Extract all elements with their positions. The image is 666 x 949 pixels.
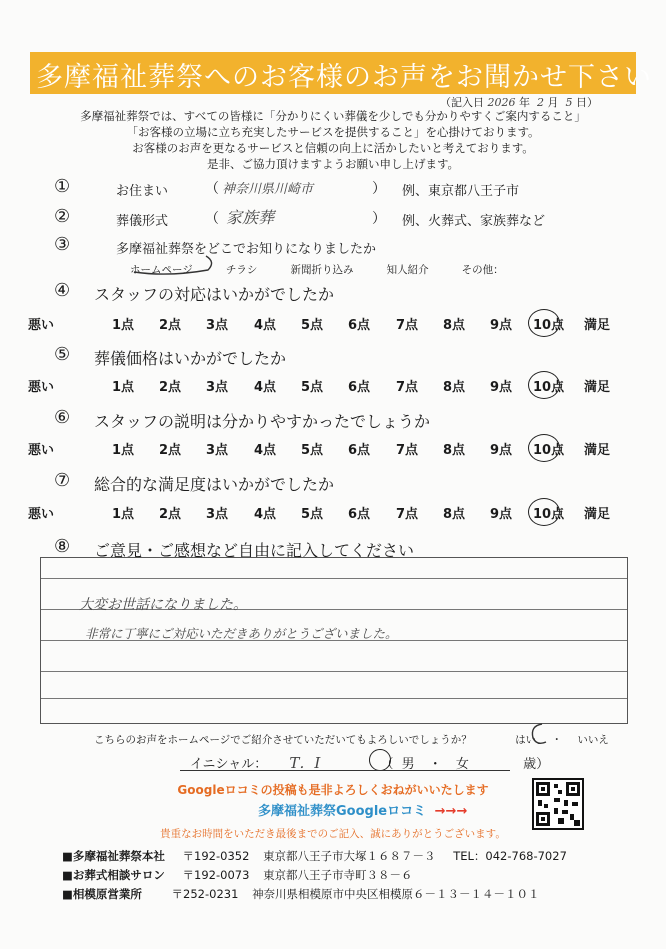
score-2[interactable]: 2点: [159, 443, 182, 458]
consent-no: いいえ: [577, 734, 609, 746]
entry-date: （記入日 2026 年 2 月 5 日）: [440, 96, 598, 109]
score-6[interactable]: 6点: [348, 318, 371, 333]
score-2[interactable]: 2点: [159, 380, 182, 395]
address-row: ■お葬式相談サロン 〒192-0073 東京都八王子市寺町３８－６: [62, 868, 413, 882]
intro-line: お客様のお声を更なるサービスと信頼の向上に活かしたいと考えております。: [132, 141, 534, 155]
score-7[interactable]: 7点: [396, 318, 419, 333]
score-8[interactable]: 8点: [443, 380, 466, 395]
score-7[interactable]: 7点: [396, 380, 419, 395]
score-6[interactable]: 6点: [348, 443, 371, 458]
scale-low-label: 悪い: [28, 380, 55, 395]
score-8[interactable]: 8点: [443, 443, 466, 458]
q1-answer: 神奈川県川崎市: [222, 182, 314, 197]
q1-label: お住まい: [116, 184, 169, 199]
arrow-right-icon: →→→: [434, 804, 468, 819]
score-10[interactable]: 10点: [533, 318, 565, 333]
gender-male: 男: [401, 757, 415, 772]
score-4[interactable]: 4点: [254, 318, 277, 333]
qr-code-icon[interactable]: [532, 778, 584, 830]
score-5[interactable]: 5点: [301, 318, 324, 333]
score-1[interactable]: 1点: [112, 318, 135, 333]
q3-selection-mark: [128, 252, 218, 276]
scale-high-label: 満足: [584, 318, 611, 333]
score-3[interactable]: 3点: [206, 380, 229, 395]
q3-option-other: その他：: [461, 264, 504, 276]
score-1[interactable]: 1点: [112, 380, 135, 395]
score-1[interactable]: 1点: [112, 443, 135, 458]
rating-question-title: 総合的な満足度はいかがでしたか: [94, 475, 335, 494]
q2-example: 例、火葬式、家族葬など: [402, 214, 546, 229]
office-name: 相模原営業所: [72, 887, 142, 901]
q8-number: ⑧: [54, 536, 71, 557]
gender-male-mark: [369, 749, 391, 771]
q2-answer: 家族葬: [226, 208, 275, 227]
gender-female: 女: [455, 757, 469, 772]
rating-question-title: 葬儀価格はいかがでしたか: [94, 349, 287, 368]
q3-option-flyer: チラシ: [225, 264, 258, 276]
score-7[interactable]: 7点: [396, 443, 419, 458]
thank-you-message: 貴重なお時間をいただき最後までのご記入、誠にありがとうございます。: [160, 828, 506, 840]
phone-number: TEL：042-768-7027: [453, 849, 567, 863]
selected-score-mark: [528, 434, 560, 462]
date-month: 2: [537, 96, 544, 109]
comment-box: [40, 557, 628, 724]
consent-yes: はい: [515, 734, 537, 746]
score-3[interactable]: 3点: [206, 443, 229, 458]
page-title: 多摩福祉葬祭へのお客様のお声をお聞かせ下さい: [36, 62, 652, 93]
intro-line: 是非、ご協力頂けますようお願い申し上げます。: [206, 157, 460, 171]
rating-question-title: スタッフの対応はいかがでしたか: [94, 285, 335, 304]
score-4[interactable]: 4点: [254, 443, 277, 458]
rating-scale: [28, 503, 628, 527]
selected-score-mark: [528, 498, 560, 526]
scale-high-label: 満足: [584, 380, 611, 395]
score-2[interactable]: 2点: [159, 507, 182, 522]
selected-score-mark: [528, 371, 560, 399]
score-10[interactable]: 10点: [533, 380, 565, 395]
q1-number: ①: [54, 176, 71, 197]
scale-low-label: 悪い: [28, 443, 55, 458]
score-3[interactable]: 3点: [206, 507, 229, 522]
date-year: 2026: [487, 96, 516, 109]
score-8[interactable]: 8点: [443, 507, 466, 522]
score-10[interactable]: 10点: [533, 507, 565, 522]
score-7[interactable]: 7点: [396, 507, 419, 522]
scale-high-label: 満足: [584, 507, 611, 522]
date-day: 5: [565, 96, 573, 109]
q3-option-referral: 知人紹介: [386, 264, 429, 276]
q3-label: 多摩福祉葬祭をどこでお知りになりましたか: [116, 242, 377, 257]
initial-underline: [180, 770, 510, 771]
q8-title: ご意見・ご感想など自由に記入してください: [94, 541, 415, 560]
comment-line: 大変お世話になりました。: [79, 597, 247, 613]
office-name: 多摩福祉葬祭本社: [72, 849, 165, 863]
rating-scale: [28, 439, 628, 463]
score-5[interactable]: 5点: [301, 443, 324, 458]
intro-line: 多摩福祉葬祭では、すべての皆様に「分かりにくい葬儀を少しでも分かりやすくご案内すること」: [80, 109, 586, 123]
intro-line: 「お客様の立場に立ち充実したサービスを提供すること」を心掛けております。: [126, 125, 540, 139]
google-review-request: Googleロコミの投稿も是非よろしくおねがいいたします: [177, 783, 489, 797]
scale-low-label: 悪い: [28, 318, 55, 333]
score-3[interactable]: 3点: [206, 318, 229, 333]
score-6[interactable]: 6点: [348, 507, 371, 522]
q3-option-homepage: ホームページ: [130, 264, 193, 276]
initial-row: イニシャル： T．I （ 男 ・ 女 歳）: [190, 754, 550, 772]
comment-line: 非常に丁寧にご対応いただきありがとうございました。: [85, 626, 398, 641]
google-review-link[interactable]: 多摩福祉葬祭Googleロコミ →→→: [258, 804, 468, 819]
office-name: お葬式相談サロン: [72, 868, 165, 882]
initial-value: T．I: [289, 754, 321, 772]
q2-label: 葬儀形式: [116, 214, 169, 229]
score-10[interactable]: 10点: [533, 443, 565, 458]
consent-question: こちらのお声をホームページでご紹介させていただいてもよろしいでしょうか？ はい ・ いいえ: [94, 734, 609, 746]
score-2[interactable]: 2点: [159, 318, 182, 333]
selected-score-mark: [528, 309, 560, 337]
score-9[interactable]: 9点: [490, 507, 513, 522]
address-row: ■相模原営業所 〒252-0231 神奈川県相模原市中央区相模原６－１３－１４－１０１: [62, 887, 540, 901]
score-9[interactable]: 9点: [490, 318, 513, 333]
consent-yes-mark: [528, 722, 554, 748]
address-row: ■多摩福祉葬祭本社 〒192-0352 東京都八王子市大塚１６８７－３ TEL：042-768-7027: [62, 849, 567, 863]
scale-low-label: 悪い: [28, 507, 55, 522]
score-4[interactable]: 4点: [254, 507, 277, 522]
score-1[interactable]: 1点: [112, 507, 135, 522]
score-8[interactable]: 8点: [443, 318, 466, 333]
q2-number: ②: [54, 206, 71, 227]
rating-scale: [28, 376, 628, 400]
q1-example: 例、東京都八王子市: [402, 184, 520, 199]
score-9[interactable]: 9点: [490, 380, 513, 395]
q3-option-newspaper: 新聞折り込み: [290, 264, 354, 276]
score-9[interactable]: 9点: [490, 443, 513, 458]
rating-scale: [28, 314, 628, 338]
score-5[interactable]: 5点: [301, 380, 324, 395]
score-6[interactable]: 6点: [348, 380, 371, 395]
rating-question-title: スタッフの説明は分かりやすかったでしょうか: [94, 412, 431, 431]
q3-number: ③: [54, 234, 71, 255]
score-5[interactable]: 5点: [301, 507, 324, 522]
scale-high-label: 満足: [584, 443, 611, 458]
score-4[interactable]: 4点: [254, 380, 277, 395]
